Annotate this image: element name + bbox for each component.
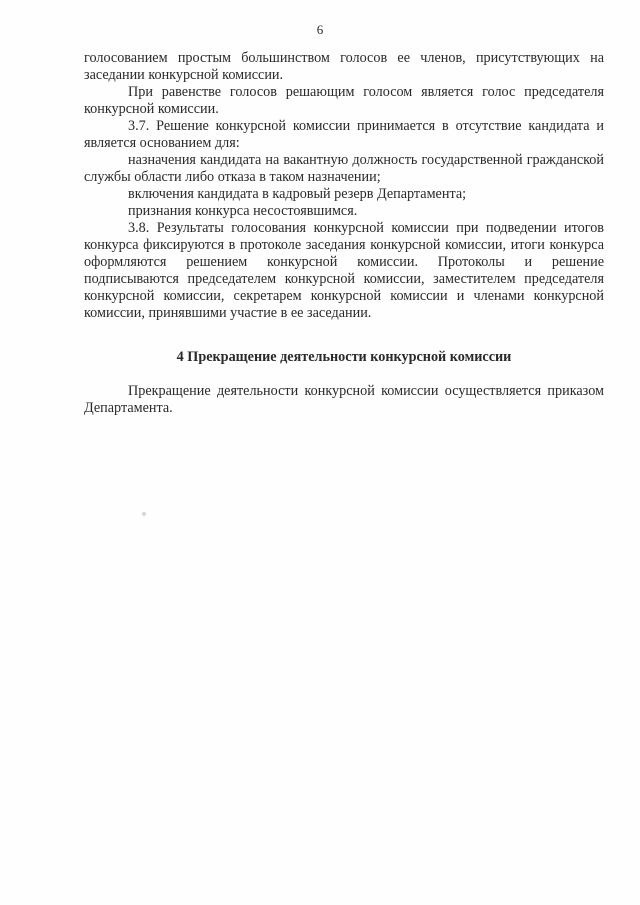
list-item: включения кандидата в кадровый резерв Департамента; (128, 186, 467, 202)
body-text (84, 50, 604, 322)
list-item: назначения кандидата на вакантную должность государственной гражданской службы области либо отказа в таком назначении; (84, 152, 604, 185)
paragraph: Прекращение деятельности конкурсной комиссии осуществляется приказом Департамента. (84, 383, 604, 416)
paragraph: голосованием простым большинством голосов ее членов, присутствующих на заседании конкурсной комиссии. (84, 50, 604, 83)
paragraph: 3.8. Результаты голосования конкурсной комиссии при подведении итогов конкурса фиксируются в протоколе заседания конкурсной комиссии, итоги конкурса оформляются решением конкурсной комиссии. Протоколы и решение подписываются председателем конкурсной комиссии, заместителем председателя конкурсной комиссии, секретарем конкурсной комиссии и членами конкурсной комиссии, принявшими участие в ее заседании. (84, 220, 604, 321)
paragraph: При равенстве голосов решающим голосом является голос председателя конкурсной комиссии. (84, 84, 604, 117)
paragraph: 3.7. Решение конкурсной комиссии принимается в отсутствие кандидата и является основанием для: (84, 118, 604, 151)
closing-text (84, 383, 604, 417)
page-number: 6 (316, 22, 324, 37)
scan-speck (142, 512, 146, 516)
list-item: признания конкурса несостоявшимся. (128, 203, 358, 219)
section-heading: 4 Прекращение деятельности конкурсной комиссии (176, 349, 512, 365)
